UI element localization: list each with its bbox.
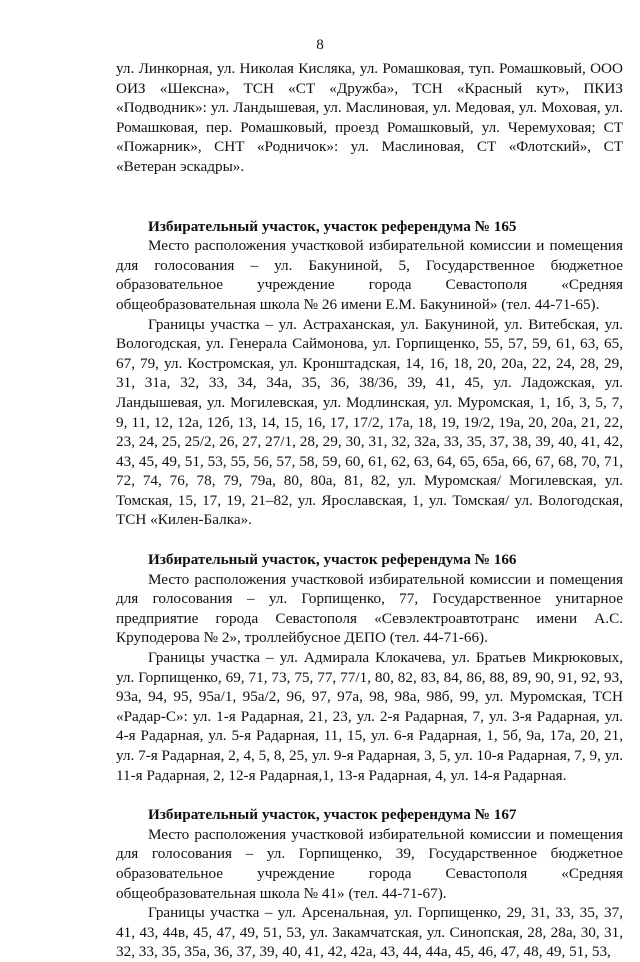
section-spacer bbox=[116, 177, 623, 197]
section-location-167: Место расположения участковой избирательной комиссии и помещения для голосования – ул. Горпищенко, 39, Государственное бюджетное образовательное учреждение города Севастополя «Средняя общеобразовательная школа № 41» (тел. 44-71-67). bbox=[116, 825, 623, 902]
section-heading-165: Избирательный участок, участок референдума № 165 bbox=[148, 217, 517, 235]
page-number: 8 bbox=[316, 36, 324, 53]
section-boundaries-165: Границы участка – ул. Астраханская, ул. Бакуниной, ул. Витебская, ул. Вологодская, ул. Генерала Саймонова, ул. Горпищенко, 55, 57, 59, 61, 63, 65, 67, 79, ул. Костромская, ул. Кронштадская, 14, 16, 18, 20, 20а, 22, 24, 28, 29, 31, 31а, 32, 33, 34, 34а, 35, 36, 38/36, 39, 41, 45, ул. Ладожская, ул. Ландышевая, ул. Могилевская, ул. Модлинская, ул. Муромская, 1, 1б, 3, 5, 7, 9, 11, 12, 12а, 12б, 13, 14, 15, 16, 17, 17/2, 17а, 18, 19, 19/2, 19а, 20, 20а, 21, 22, 23, 24, 25, 25/2, 26, 27, 27/1, 28, 29, 30, 31, 32, 32а, 33, 35, 37, 38, 39, 40, 41, 42, 43, 45, 49, 51, 53, 55, 56, 57, 58, 59, 60, 61, 62, 63, 64, 65, 65а, 66, 67, 68, 70, 71, 72, 74, 76, 78, 79, 79а, 80, 80а, 81, 82, ул. Муромская/ Могилевская, ул. Томская, 15, 17, 19, 21–82, ул. Ярославская, 1, ул. Томская/ ул. Вологодская, ТСН «Килен-Балка». bbox=[116, 315, 623, 529]
intro-paragraph: ул. Линкорная, ул. Николая Кисляка, ул. Ромашковая, туп. Ромашковый, ООО ОИЗ «Шексна», ТСН «СТ «Дружба», ТСН «Красный кут», ПКИЗ «Подводник»: ул. Ландышевая, ул. Маслиновая, ул. Медовая, ул. Моховая, ул. Ромашковая, пер. Ромашковый, проезд Ромашковый, ул. Черемуховая; СТ «Пожарник», СНТ «Родничок»: ул. Маслиновая, СТ «Флотский», СТ «Ветеран эскадры». bbox=[116, 60, 623, 175]
section-boundaries-166: Границы участка – ул. Адмирала Клокачева, ул. Братьев Микрюковых, ул. Горпищенко, 69, 71, 73, 75, 77, 77/1, 80, 82, 83, 84, 86, 88, 89, 90, 91, 92, 93, 93а, 94, 95, 95а/1, 95а/2, 96, 97, 97а, 98, 98а, 98б, 99, ул. Муромская, ТСН «Радар-С»: ул. 1-я Радарная, 21, 23, ул. 2-я Радарная, 7, ул. 3-я Радарная, ул. 4-я Радарная, ул. 5-я Радарная, 11, 15, ул. 6-я Радарная, 1, 5б, 9а, 17а, 20, 21, ул. 7-я Радарная, 2, 4, 5, 8, 25, ул. 9-я Радарная, 3, 5, ул. 10-я Радарная, 7, 9, ул. 11-я Радарная, 2, 12-я Радарная,1, 13-я Радарная, 4, ул. 14-я Радарная. bbox=[116, 649, 623, 784]
section-spacer bbox=[116, 785, 623, 805]
section-location-165: Место расположения участковой избирательной комиссии и помещения для голосования – ул. Бакуниной, 5, Государственное бюджетное образовательное учреждение города Севастополя «Средняя общеобразовательная школа № 26 имени Е.М. Бакуниной» (тел. 44-71-65). bbox=[116, 237, 623, 313]
section-boundaries-167: Границы участка – ул. Арсенальная, ул. Горпищенко, 29, 31, 33, 35, 37, 41, 43, 44в, 45, 47, 49, 51, 53, ул. Закамчатская, ул. Синопская, 28, 28а, 30, 31, 32, 33, 35, 35а, 36, 37, 39, 40, 41, 42, 42а, 43, 44, 44а, 45, 46, 47, 48, 49, 51, 53, bbox=[116, 904, 623, 961]
section-location-166: Место расположения участковой избирательной комиссии и помещения для голосования – ул. Горпищенко, 77, Государственное унитарное предприятие города Севастополя «Севэлектроавтотранс имени А.С. Круподерова № 2», троллейбусное ДЕПО (тел. 44-71-66). bbox=[116, 570, 623, 647]
section-heading-167: Избирательный участок, участок референдума № 167 bbox=[148, 806, 517, 824]
section-spacer bbox=[116, 530, 623, 550]
section-spacer bbox=[116, 197, 623, 217]
section-heading-166: Избирательный участок, участок референдума № 166 bbox=[148, 551, 517, 569]
document-body bbox=[116, 59, 623, 962]
